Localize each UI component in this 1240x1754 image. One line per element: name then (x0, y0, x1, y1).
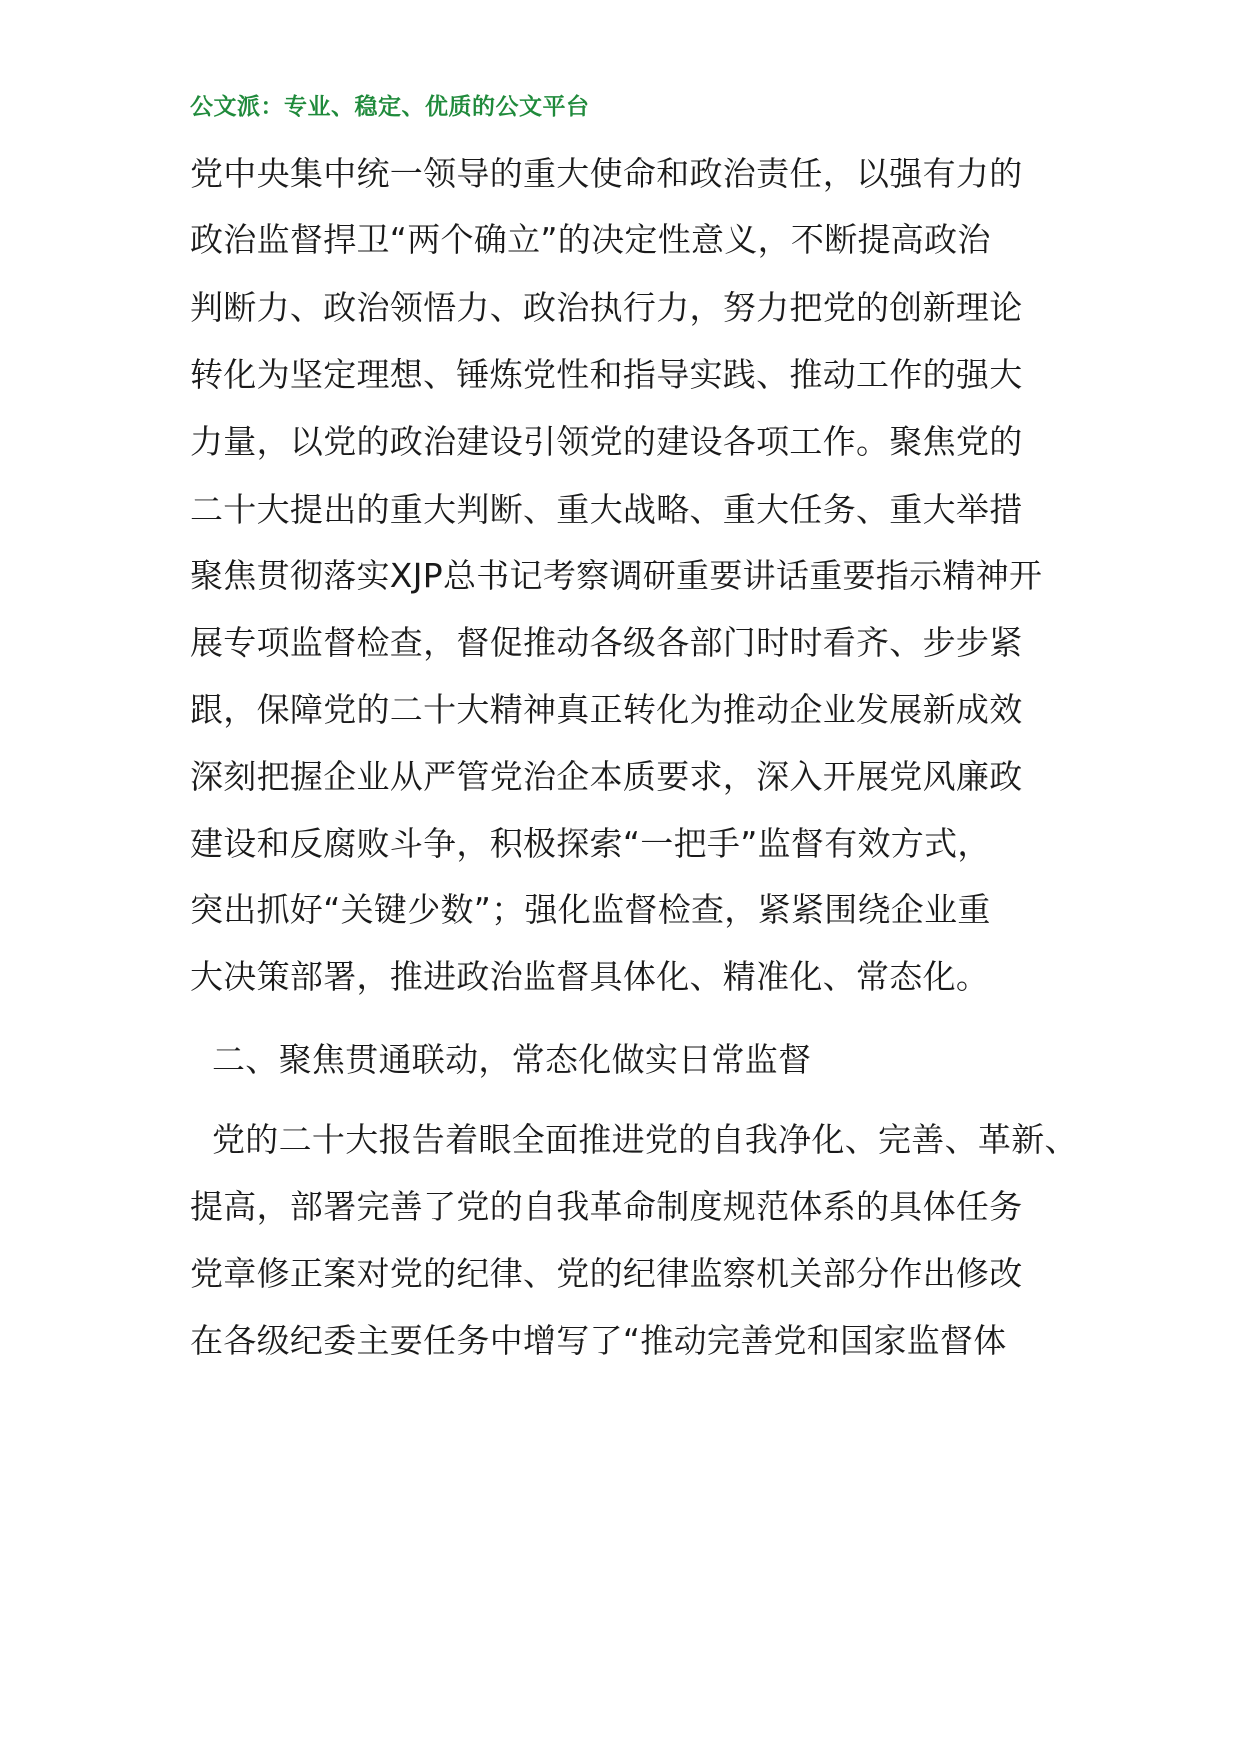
body-line-3: 判断力、政治领悟力、政治执行力，努力把党的创新理论 (190, 288, 1023, 327)
body-line-10: 深刻把握企业从严管党治企本质要求，深入开展党风廉政 (190, 757, 1023, 796)
section-heading: 二、聚焦贯通联动，常态化做实日常监督 (212, 1040, 812, 1079)
body-line-13: 大决策部署，推进政治监督具体化、精准化、常态化。 (190, 957, 990, 996)
body-line-11: 建设和反腐败斗争，积极探索“一把手”监督有效方式， (190, 824, 991, 863)
body-line-7: 聚焦贯彻落实XJP总书记考察调研重要讲话重要指示精神开 (190, 556, 1043, 595)
body-line-6: 二十大提出的重大判断、重大战略、重大任务、重大举措 (190, 490, 1023, 529)
body-line-14: 党的二十大报告着眼全面推进党的自我净化、完善、革新、 (212, 1120, 1078, 1159)
body-line-12: 突出抓好“关键少数”；强化监督检查，紧紧围绕企业重 (190, 890, 991, 929)
body-line-16: 党章修正案对党的纪律、党的纪律监察机关部分作出修改 (190, 1254, 1023, 1293)
body-line-15: 提高，部署完善了党的自我革命制度规范体系的具体任务 (190, 1187, 1023, 1226)
body-line-4: 转化为坚定理想、锤炼党性和指导实践、推动工作的强大 (190, 355, 1023, 394)
header-banner: 公文派：专业、稳定、优质的公文平台 (190, 94, 590, 120)
body-line-2: 政治监督捍卫“两个确立”的决定性意义，不断提高政治 (190, 220, 991, 259)
body-line-9: 跟，保障党的二十大精神真正转化为推动企业发展新成效 (190, 690, 1023, 729)
body-line-1: 党中央集中统一领导的重大使命和政治责任，以强有力的 (190, 154, 1023, 193)
body-line-8: 展专项监督检查，督促推动各级各部门时时看齐、步步紧 (190, 623, 1023, 662)
body-line-5: 力量，以党的政治建设引领党的建设各项工作。聚焦党的 (190, 422, 1023, 461)
body-line-17: 在各级纪委主要任务中增写了“推动完善党和国家监督体 (190, 1321, 1007, 1360)
